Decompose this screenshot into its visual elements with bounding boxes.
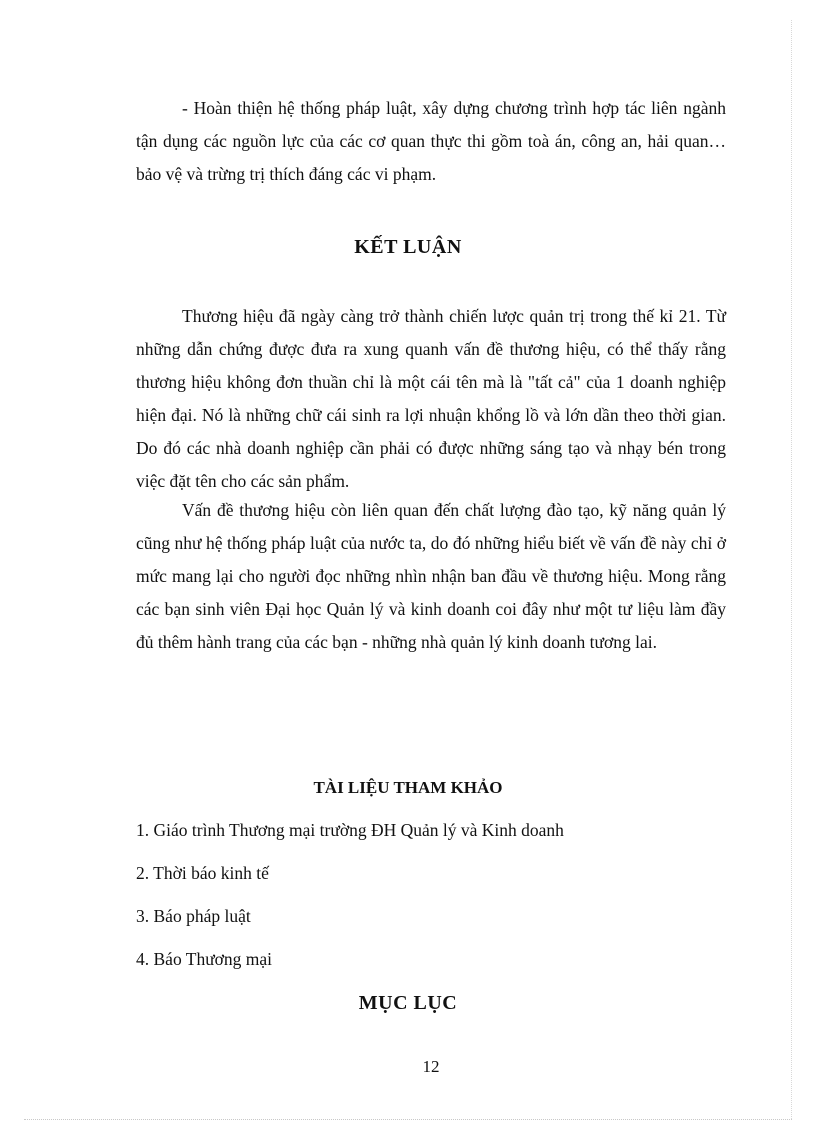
reference-item-3: 3. Báo pháp luật (136, 906, 251, 926)
reference-item-1: 1. Giáo trình Thương mại trường ĐH Quản lý và Kinh doanh (136, 820, 564, 840)
reference-item-2: 2. Thời báo kinh tế (136, 863, 269, 883)
page-number: 12 (422, 1057, 440, 1076)
toc-heading: MỤC LỤC (358, 992, 458, 1014)
references-heading: TÀI LIỆU THAM KHẢO (313, 778, 503, 797)
page-side-border (791, 20, 792, 1119)
reference-item-4: 4. Báo Thương mại (136, 949, 273, 969)
conclusion-paragraph-1: Thương hiệu đã ngày càng trở thành chiến lược quản trị trong thế kỉ 21. Từ những dẫn chứng được đưa ra xung quanh vấn đề thương hiệu, có thể thấy rằng thương hiệu không đơn thuần chỉ là một cái tên mà là "tất cả" của 1 doanh nghiệp hiện đại. Nó là những chữ cái sinh ra lợi nhuận khổng lồ và lớn dần theo thời gian. Do đó các nhà doanh nghiệp cần phải có được những sáng tạo và nhạy bén trong việc đặt tên cho các sản phẩm. (136, 306, 726, 491)
conclusion-heading: KẾT LUẬN (354, 236, 462, 258)
conclusion-paragraph-2: Vấn đề thương hiệu còn liên quan đến chất lượng đào tạo, kỹ năng quản lý cũng như hệ thống pháp luật của nước ta, do đó những hiểu biết về vấn đề này chỉ ở mức mang lại cho người đọc những nhìn nhận ban đầu về thương hiệu. Mong rằng các bạn sinh viên Đại học Quản lý và kinh doanh coi đây như một tư liệu làm đầy đủ thêm hành trang của các bạn - những nhà quản lý kinh doanh tương lai. (136, 500, 726, 652)
page-bottom-border (24, 1119, 792, 1120)
intro-paragraph: - Hoàn thiện hệ thống pháp luật, xây dựng chương trình hợp tác liên ngành tận dụng các nguồn lực của các cơ quan thực thi gồm toà án, công an, hải quan… bảo vệ và trừng trị thích đáng các vi phạm. (136, 98, 726, 184)
